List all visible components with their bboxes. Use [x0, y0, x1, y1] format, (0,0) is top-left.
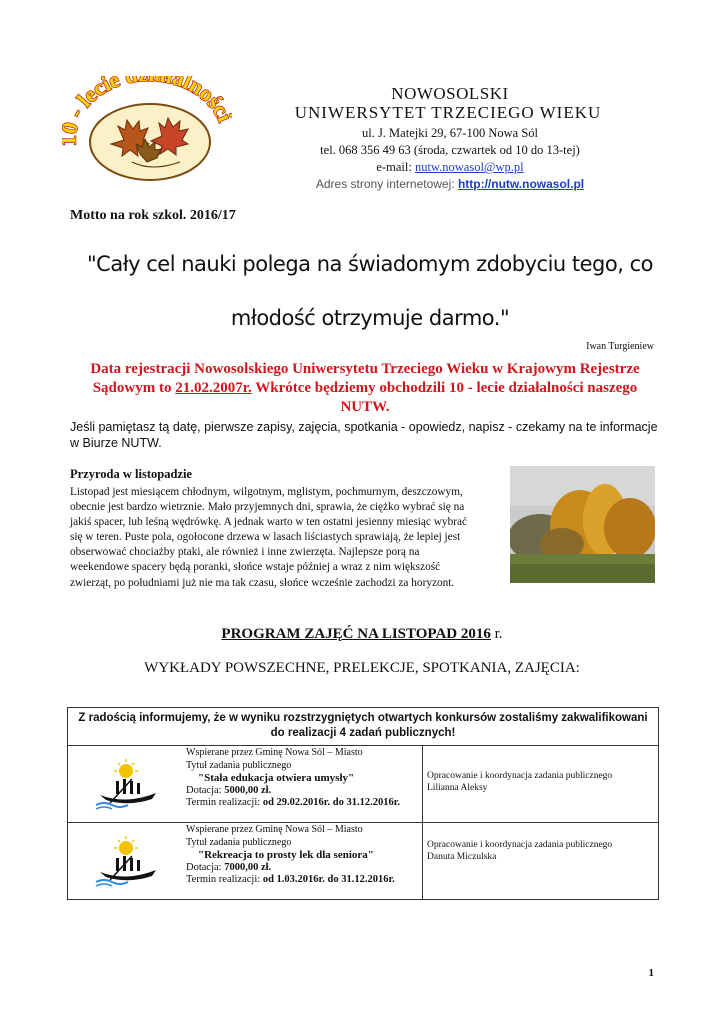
nutw-10-years-logo [62, 76, 232, 188]
program-title-suffix: r. [490, 626, 503, 642]
address: ul. J. Matejki 29, 67-100 Nowa Sól [361, 126, 539, 140]
grant-amount: 5000,00 zł. [224, 784, 272, 796]
registration-announcement [70, 360, 660, 417]
nature-line: jakiś spacer, lub leśną wędrówkę. A jednak warto w ten ostatni jesienny miesiąc wybrać [70, 516, 468, 529]
grant-amount-label: Dotacja: [186, 861, 225, 873]
grant-details [186, 823, 423, 899]
boat-logo-icon [68, 746, 186, 822]
grant-term: od 1.03.2016r. do 31.12.2016r. [262, 874, 395, 886]
grant-task-label: Tytuł zadania publicznego [186, 759, 292, 771]
motto-quote-line2: młodość otrzymuje darmo." [230, 306, 510, 330]
phone: tel. 068 356 49 63 (środa, czwartek od 10 do 13-tej) [320, 143, 580, 157]
quote-author: Iwan Turgieniew [586, 341, 654, 352]
nature-section-text [70, 485, 505, 591]
nature-line: zwierząt, po południami już nie ma tak czasu, słońce wcześnie zachodzi za horyzont. [70, 576, 455, 589]
grant-details [186, 746, 423, 822]
website-label: Adres strony internetowej: [315, 177, 458, 191]
grants-table-header: Z radością informujemy, że w wyniku rozstrzygniętych otwartych konkursów zostaliśmy zakwalifikowani do realizacji 4 zadań publicznych! [68, 708, 658, 746]
registration-text-before: Data rejestracji Nowosolskiego Uniwersytetu Trzeciego Wieku w Krajowym Rejestrze Sądowym to [90, 361, 640, 396]
logo-arc-text: - lecie alnośc [62, 76, 232, 122]
grant-coordinator [423, 823, 658, 899]
grant-amount: 7000,00 zł. [224, 861, 272, 873]
website-line [240, 176, 660, 193]
email-link[interactable]: nutw.nowasol@wp.pl [414, 160, 524, 174]
grant-row [68, 822, 658, 899]
nature-line: weekendowe spacery będą poranki, słońce wstaje później a wraz z nim większość [70, 561, 441, 574]
grant-task-title: "Rekreacja to prosty lek dla seniora" [198, 849, 374, 862]
grant-coordinator-label: Opracowanie i koordynacja zadania publicznego [427, 771, 613, 781]
grant-coordinator-name: Danuta Miczulska [427, 852, 497, 862]
org-name-line1: NOWOSOLSKI [391, 84, 509, 103]
email-label: e-mail: [376, 160, 415, 174]
grant-amount-line [186, 785, 422, 798]
grant-term-label: Termin realizacji: [186, 874, 263, 886]
grant-supporter: Wspierane przez Gminę Nowa Sól – Miasto [186, 747, 363, 758]
registration-date: 21.02.2007r. [175, 380, 252, 396]
boat-logo-icon [68, 823, 186, 899]
org-name-line2: UNIWERSYTET TRZECIEGO WIEKU [294, 103, 602, 122]
program-title-main: PROGRAM ZAJĘĆ NA LISTOPAD 2016 [221, 626, 491, 642]
autumn-forest-photo [510, 466, 655, 583]
grant-term-label: Termin realizacji: [186, 797, 263, 809]
nature-line: Listopad jest miesiącem chłodnym, wilgotnym, mglistym, pochmurnym, deszczowym, [70, 486, 463, 498]
email-line [240, 159, 660, 176]
nature-line: się w teren. Puste pola, ogołocone drzewa w lasach liściastych sprawiają, że lepiej jest [70, 531, 461, 544]
motto-quote-line1: "Cały cel nauki polega na świadomym zdobyciu tego, co [87, 252, 653, 276]
grant-term-line [186, 874, 422, 887]
grants-table [67, 707, 659, 900]
program-title [70, 626, 654, 643]
nature-line: obecnie jest bardzo wietrznie. Mało przyjemnych dni, sprawia, że ciężko wybrać się na [70, 501, 465, 514]
grant-coordinator [423, 746, 658, 822]
nature-line: obserwować chociażby ptaki, ale również i inne zwierzęta. Najlepsze porą na [70, 546, 420, 559]
grant-coordinator-name: Lilianna Aleksy [427, 783, 488, 793]
grant-supporter: Wspierane przez Gminę Nowa Sól – Miasto [186, 824, 363, 835]
contact-block [240, 125, 660, 193]
grant-task-label: Tytuł zadania publicznego [186, 836, 292, 848]
grant-amount-line [186, 862, 422, 875]
registration-note: Jeśli pamiętasz tą datę, pierwsze zapisy, zajęcia, spotkania - opowiedz, napisz - czekamy na te informacje w Biurze NUTW. [70, 420, 658, 450]
grant-task-title: "Stała edukacja otwiera umysły" [198, 772, 355, 785]
motto-label: Motto na rok szkol. 2016/17 [70, 208, 236, 223]
program-subtitle: WYKŁADY POWSZECHNE, PRELEKCJE, SPOTKANIA, ZAJĘCIA: [144, 660, 580, 676]
grant-amount-label: Dotacja: [186, 784, 225, 796]
grant-term-line [186, 797, 422, 810]
page-number: 1 [648, 967, 654, 979]
nature-section-title: Przyroda w listopadzie [70, 467, 192, 481]
website-link[interactable]: http://nutw.nowasol.pl [457, 177, 585, 191]
grant-coordinator-label: Opracowanie i koordynacja zadania publicznego [427, 840, 613, 850]
registration-text-after: Wkrótce będziemy obchodzili 10 - lecie działalności naszego NUTW. [251, 380, 638, 415]
grant-row [68, 746, 658, 822]
grant-term: od 29.02.2016r. do 31.12.2016r. [262, 797, 401, 809]
